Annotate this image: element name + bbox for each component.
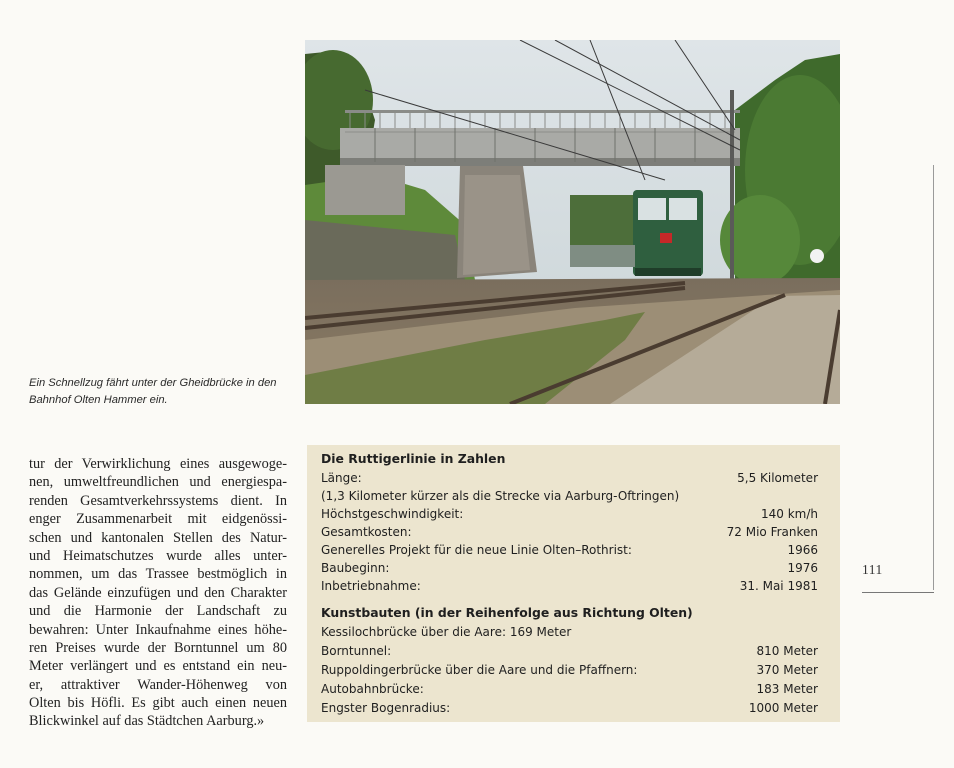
stats-label: Gesamtkosten: [321, 525, 412, 539]
stats-value: 1976 [787, 561, 818, 575]
stats-value: 810 Meter [756, 644, 818, 658]
stats-row [321, 559, 818, 577]
body-line: und die Harmonie der Landschaft zu [29, 603, 287, 620]
caption-line: Bahnhof Olten Hammer ein. [29, 394, 168, 406]
stats-value: 1966 [787, 543, 818, 557]
body-line: schen und kantonalen Stellen des Natur- [29, 529, 287, 546]
stats-label: Länge: [321, 471, 362, 485]
stats-row [321, 680, 818, 698]
body-line: nen, umweltfreundlichen und energiespa- [29, 474, 287, 491]
stats-value: 1000 Meter [748, 701, 818, 715]
body-line: nommen, um das Trassee bestmöglich in [29, 566, 287, 583]
stats-row [321, 699, 818, 717]
body-line: bewahren: Unter Inkaufnahme eines höhe- [29, 621, 287, 638]
body-line: enger Zusammenarbeit mit eidgenössi- [29, 511, 287, 528]
body-line: Blickwinkel auf das Städtchen Aarburg.» [29, 713, 265, 730]
body-line: er, attraktiver Wander-Höhenweg von [29, 676, 287, 693]
caption-line: Ein Schnellzug fährt unter der Gheidbrücke in den [29, 377, 277, 389]
stats-value: 5,5 Kilometer [737, 471, 818, 485]
stats-heading: Die Ruttigerlinie in Zahlen [321, 451, 506, 466]
page-number: 111 [862, 562, 883, 577]
stats-label: Baubeginn: [321, 561, 390, 575]
photo-caption [29, 375, 291, 409]
stats-label: Engster Bogenradius: [321, 701, 451, 715]
train-photo [305, 40, 840, 404]
stats-label: (1,3 Kilometer kürzer als die Strecke via Aarburg-Oftringen) [321, 489, 680, 503]
body-line: das Gelände einzufügen und den Charakter [29, 584, 287, 601]
stats-row [321, 469, 818, 487]
stats-value: 72 Mio Franken [726, 525, 818, 539]
stats-row [321, 487, 818, 505]
stats-value: 140 km/h [760, 507, 818, 521]
stats-label: Autobahnbrücke: [321, 682, 424, 696]
body-line: und Heimatschutzes wurde alles unter- [29, 547, 287, 564]
body-line: Olten bis Höfli. Es gibt auch einen neuen [29, 695, 287, 712]
stats-row [321, 623, 818, 641]
stats-label: Generelles Projekt für die neue Linie Olten–Rothrist: [321, 543, 632, 557]
body-line: ren Preises wurde der Borntunnel um 80 [29, 639, 287, 656]
body-line: Meter verlängert und es entstand ein neu- [29, 658, 287, 675]
stats-label: Inbetriebnahme: [321, 579, 421, 593]
stats-value: 31. Mai 1981 [739, 579, 818, 593]
page-number-rule [862, 592, 934, 593]
body-text [29, 455, 287, 731]
stats-row [321, 577, 818, 595]
stats-row [321, 505, 818, 523]
train-photo-illustration [305, 40, 840, 404]
body-line: renden Gesamtverkehrssystems dient. In [29, 492, 287, 509]
stats-row [321, 642, 818, 660]
stats-box [307, 445, 840, 722]
stats-row [321, 661, 818, 679]
stats-label: Kessilochbrücke über die Aare: 169 Meter [321, 625, 572, 639]
stats-heading: Kunstbauten (in der Reihenfolge aus Richtung Olten) [321, 605, 693, 620]
page-edge-rule [933, 165, 934, 590]
stats-label: Höchstgeschwindigkeit: [321, 507, 464, 521]
stats-row [321, 541, 818, 559]
stats-label: Ruppoldingerbrücke über die Aare und die Pfaffnern: [321, 663, 638, 677]
stats-row [321, 523, 818, 541]
stats-value: 183 Meter [756, 682, 818, 696]
body-line: tur der Verwirklichung eines ausgewoge- [29, 456, 287, 472]
stats-label: Borntunnel: [321, 644, 392, 658]
stats-value: 370 Meter [756, 663, 818, 677]
